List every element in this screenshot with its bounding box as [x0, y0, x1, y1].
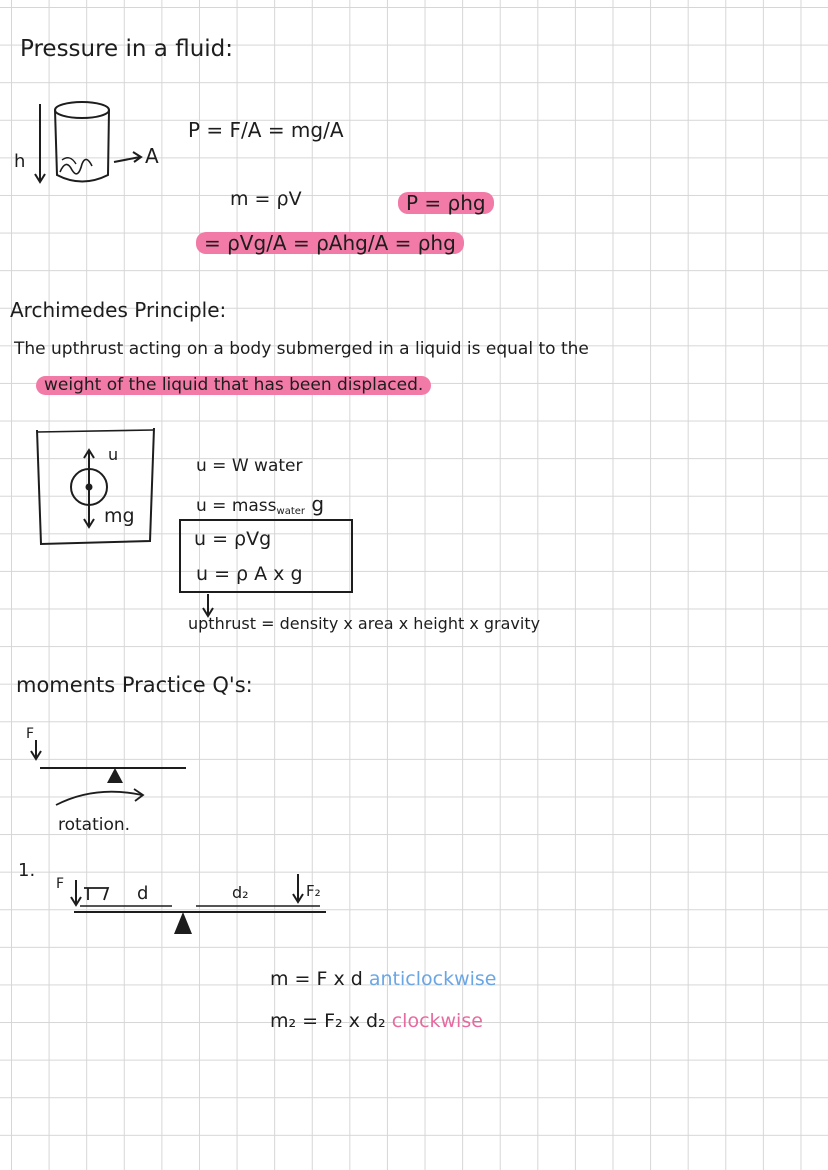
- upthrust-note: upthrust = density x area x height x gravity: [188, 614, 541, 633]
- label-upthrust: u: [108, 445, 119, 464]
- upthrust-eq-4: u = ρ A x g: [196, 563, 303, 585]
- label-force: F: [26, 726, 35, 742]
- moment-2-line: [270, 1012, 483, 1031]
- moment-1-direction: anticlockwise: [368, 968, 497, 990]
- label-h: h: [14, 151, 26, 172]
- pressure-equation-3: = ρVg/A = ρAhg/A = ρhg: [196, 232, 464, 254]
- upthrust-eq-1: u = W water: [196, 456, 303, 476]
- label-d2: d₂: [232, 883, 249, 902]
- statement-line-1-text: The upthrust acting on a body submerged in a liquid is equal to the: [14, 339, 589, 359]
- label-d: d: [137, 883, 149, 904]
- pressure-equation-2: m = ρV: [230, 188, 302, 210]
- label-rotation: rotation.: [58, 815, 131, 835]
- pressure-result: P = ρhg: [398, 192, 494, 214]
- label-f1: F: [56, 876, 65, 892]
- archimedes-statement-line-2: weight of the liquid that has been displaced.: [36, 376, 431, 395]
- eq2-subscript: water: [276, 506, 306, 517]
- pressure-heading: Pressure in a fluid:: [20, 36, 234, 62]
- moment-2-equation: m₂ = F₂ x d₂: [270, 1010, 386, 1032]
- label-mg: mg: [104, 505, 135, 527]
- upthrust-eq-3: u = ρVg: [194, 528, 272, 550]
- eq2-g: g: [305, 492, 325, 516]
- moment-2-direction: clockwise: [391, 1010, 483, 1032]
- pressure-equation-1: P = F/A = mg/A: [188, 118, 344, 142]
- moment-1-line: [270, 970, 497, 989]
- eq2-main: u = mass: [196, 496, 277, 516]
- moments-heading: moments Practice Q's:: [16, 673, 253, 697]
- label-f2: F₂: [306, 882, 321, 900]
- question-number: 1.: [18, 860, 36, 881]
- moment-1-equation: m = F x d: [270, 968, 363, 990]
- label-a: A: [145, 144, 159, 168]
- archimedes-heading: Archimedes Principle:: [10, 298, 227, 322]
